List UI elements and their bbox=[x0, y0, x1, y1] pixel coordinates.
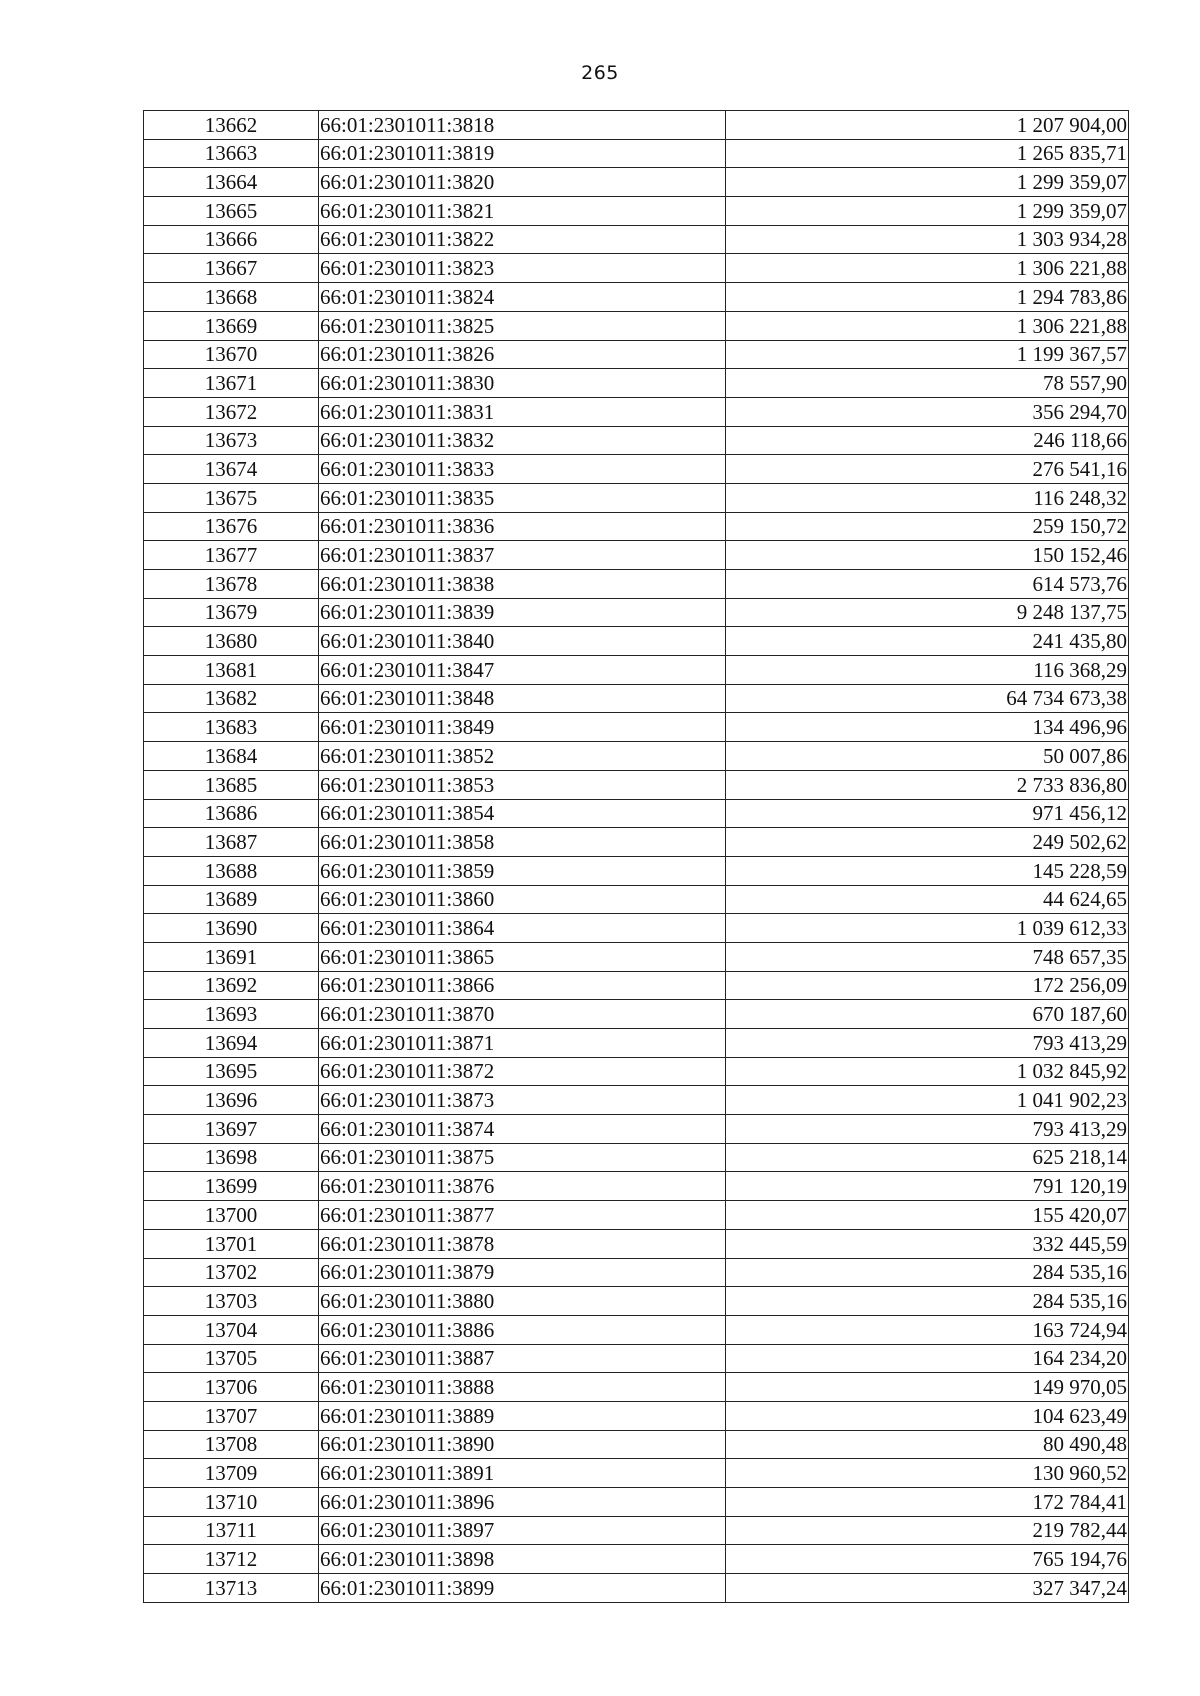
row-number-cell: 13669 bbox=[144, 311, 319, 340]
cadastral-number-cell: 66:01:2301011:3833 bbox=[319, 455, 726, 484]
cadastral-number-cell: 66:01:2301011:3860 bbox=[319, 885, 726, 914]
cadastral-number-cell: 66:01:2301011:3826 bbox=[319, 340, 726, 369]
cadastral-number-cell: 66:01:2301011:3877 bbox=[319, 1201, 726, 1230]
row-number-cell: 13701 bbox=[144, 1229, 319, 1258]
cadastral-number-cell: 66:01:2301011:3835 bbox=[319, 483, 726, 512]
cadastral-number-cell: 66:01:2301011:3876 bbox=[319, 1172, 726, 1201]
cadastral-value-cell: 1 306 221,88 bbox=[726, 311, 1129, 340]
cadastral-value-cell: 1 032 845,92 bbox=[726, 1057, 1129, 1086]
row-number-cell: 13686 bbox=[144, 799, 319, 828]
row-number-cell: 13707 bbox=[144, 1401, 319, 1430]
cadastral-value-cell: 276 541,16 bbox=[726, 455, 1129, 484]
cadastral-number-cell: 66:01:2301011:3873 bbox=[319, 1086, 726, 1115]
table-row bbox=[144, 1488, 1129, 1517]
cadastral-value-cell: 1 199 367,57 bbox=[726, 340, 1129, 369]
cadastral-value-cell: 284 535,16 bbox=[726, 1258, 1129, 1287]
cadastral-value-cell: 791 120,19 bbox=[726, 1172, 1129, 1201]
cadastral-number-cell: 66:01:2301011:3831 bbox=[319, 397, 726, 426]
table-row bbox=[144, 1115, 1129, 1144]
row-number-cell: 13681 bbox=[144, 656, 319, 685]
cadastral-number-cell: 66:01:2301011:3896 bbox=[319, 1488, 726, 1517]
table-row bbox=[144, 598, 1129, 627]
cadastral-value-cell: 765 194,76 bbox=[726, 1545, 1129, 1574]
cadastral-value-cell: 327 347,24 bbox=[726, 1574, 1129, 1603]
row-number-cell: 13671 bbox=[144, 369, 319, 398]
row-number-cell: 13668 bbox=[144, 283, 319, 312]
cadastral-number-cell: 66:01:2301011:3839 bbox=[319, 598, 726, 627]
cadastral-value-cell: 9 248 137,75 bbox=[726, 598, 1129, 627]
cadastral-value-cell: 1 294 783,86 bbox=[726, 283, 1129, 312]
cadastral-number-cell: 66:01:2301011:3854 bbox=[319, 799, 726, 828]
table-row bbox=[144, 311, 1129, 340]
cadastral-number-cell: 66:01:2301011:3866 bbox=[319, 971, 726, 1000]
table-row bbox=[144, 799, 1129, 828]
table-row bbox=[144, 656, 1129, 685]
cadastral-value-table bbox=[143, 110, 1129, 1603]
row-number-cell: 13665 bbox=[144, 197, 319, 226]
row-number-cell: 13711 bbox=[144, 1516, 319, 1545]
table-row bbox=[144, 283, 1129, 312]
row-number-cell: 13674 bbox=[144, 455, 319, 484]
cadastral-value-cell: 614 573,76 bbox=[726, 570, 1129, 599]
cadastral-number-cell: 66:01:2301011:3823 bbox=[319, 254, 726, 283]
cadastral-value-cell: 172 784,41 bbox=[726, 1488, 1129, 1517]
table-row bbox=[144, 1000, 1129, 1029]
cadastral-number-cell: 66:01:2301011:3819 bbox=[319, 139, 726, 168]
row-number-cell: 13684 bbox=[144, 742, 319, 771]
table-row bbox=[144, 541, 1129, 570]
cadastral-value-cell: 130 960,52 bbox=[726, 1459, 1129, 1488]
cadastral-value-cell: 1 303 934,28 bbox=[726, 225, 1129, 254]
cadastral-number-cell: 66:01:2301011:3825 bbox=[319, 311, 726, 340]
row-number-cell: 13697 bbox=[144, 1115, 319, 1144]
cadastral-value-cell: 259 150,72 bbox=[726, 512, 1129, 541]
cadastral-number-cell: 66:01:2301011:3840 bbox=[319, 627, 726, 656]
row-number-cell: 13687 bbox=[144, 828, 319, 857]
row-number-cell: 13698 bbox=[144, 1143, 319, 1172]
cadastral-number-cell: 66:01:2301011:3865 bbox=[319, 942, 726, 971]
row-number-cell: 13675 bbox=[144, 483, 319, 512]
cadastral-number-cell: 66:01:2301011:3824 bbox=[319, 283, 726, 312]
cadastral-number-cell: 66:01:2301011:3899 bbox=[319, 1574, 726, 1603]
cadastral-value-cell: 150 152,46 bbox=[726, 541, 1129, 570]
cadastral-value-cell: 219 782,44 bbox=[726, 1516, 1129, 1545]
row-number-cell: 13677 bbox=[144, 541, 319, 570]
cadastral-number-cell: 66:01:2301011:3838 bbox=[319, 570, 726, 599]
cadastral-number-cell: 66:01:2301011:3898 bbox=[319, 1545, 726, 1574]
cadastral-value-cell: 145 228,59 bbox=[726, 856, 1129, 885]
cadastral-value-cell: 44 624,65 bbox=[726, 885, 1129, 914]
row-number-cell: 13664 bbox=[144, 168, 319, 197]
cadastral-number-cell: 66:01:2301011:3859 bbox=[319, 856, 726, 885]
cadastral-number-cell: 66:01:2301011:3887 bbox=[319, 1344, 726, 1373]
cadastral-number-cell: 66:01:2301011:3888 bbox=[319, 1373, 726, 1402]
row-number-cell: 13667 bbox=[144, 254, 319, 283]
row-number-cell: 13699 bbox=[144, 1172, 319, 1201]
row-number-cell: 13703 bbox=[144, 1287, 319, 1316]
cadastral-number-cell: 66:01:2301011:3878 bbox=[319, 1229, 726, 1258]
table-row bbox=[144, 1143, 1129, 1172]
cadastral-value-cell: 249 502,62 bbox=[726, 828, 1129, 857]
row-number-cell: 13666 bbox=[144, 225, 319, 254]
table-row bbox=[144, 397, 1129, 426]
cadastral-value-cell: 1 265 835,71 bbox=[726, 139, 1129, 168]
cadastral-value-cell: 78 557,90 bbox=[726, 369, 1129, 398]
cadastral-number-cell: 66:01:2301011:3891 bbox=[319, 1459, 726, 1488]
table-row bbox=[144, 455, 1129, 484]
cadastral-number-cell: 66:01:2301011:3872 bbox=[319, 1057, 726, 1086]
table-row bbox=[144, 1287, 1129, 1316]
cadastral-value-cell: 116 368,29 bbox=[726, 656, 1129, 685]
table-row bbox=[144, 1459, 1129, 1488]
cadastral-value-cell: 793 413,29 bbox=[726, 1029, 1129, 1058]
row-number-cell: 13710 bbox=[144, 1488, 319, 1517]
cadastral-value-cell: 116 248,32 bbox=[726, 483, 1129, 512]
cadastral-value-cell: 971 456,12 bbox=[726, 799, 1129, 828]
cadastral-value-cell: 80 490,48 bbox=[726, 1430, 1129, 1459]
row-number-cell: 13696 bbox=[144, 1086, 319, 1115]
row-number-cell: 13682 bbox=[144, 684, 319, 713]
cadastral-number-cell: 66:01:2301011:3858 bbox=[319, 828, 726, 857]
cadastral-number-cell: 66:01:2301011:3897 bbox=[319, 1516, 726, 1545]
cadastral-value-cell: 1 041 902,23 bbox=[726, 1086, 1129, 1115]
cadastral-number-cell: 66:01:2301011:3818 bbox=[319, 111, 726, 140]
table-row bbox=[144, 483, 1129, 512]
cadastral-value-cell: 1 299 359,07 bbox=[726, 197, 1129, 226]
row-number-cell: 13689 bbox=[144, 885, 319, 914]
table-row bbox=[144, 1574, 1129, 1603]
cadastral-number-cell: 66:01:2301011:3889 bbox=[319, 1401, 726, 1430]
cadastral-value-cell: 748 657,35 bbox=[726, 942, 1129, 971]
cadastral-value-cell: 172 256,09 bbox=[726, 971, 1129, 1000]
table-row bbox=[144, 856, 1129, 885]
table-row bbox=[144, 570, 1129, 599]
table-row bbox=[144, 1315, 1129, 1344]
row-number-cell: 13692 bbox=[144, 971, 319, 1000]
table-row bbox=[144, 1430, 1129, 1459]
table-row bbox=[144, 254, 1129, 283]
cadastral-value-cell: 241 435,80 bbox=[726, 627, 1129, 656]
cadastral-value-cell: 149 970,05 bbox=[726, 1373, 1129, 1402]
cadastral-value-cell: 64 734 673,38 bbox=[726, 684, 1129, 713]
table-row bbox=[144, 770, 1129, 799]
cadastral-number-cell: 66:01:2301011:3874 bbox=[319, 1115, 726, 1144]
table-row bbox=[144, 1373, 1129, 1402]
row-number-cell: 13708 bbox=[144, 1430, 319, 1459]
table-row bbox=[144, 111, 1129, 140]
cadastral-value-cell: 1 039 612,33 bbox=[726, 914, 1129, 943]
cadastral-number-cell: 66:01:2301011:3820 bbox=[319, 168, 726, 197]
table-row bbox=[144, 1029, 1129, 1058]
table-row bbox=[144, 713, 1129, 742]
row-number-cell: 13676 bbox=[144, 512, 319, 541]
cadastral-value-cell: 670 187,60 bbox=[726, 1000, 1129, 1029]
cadastral-number-cell: 66:01:2301011:3830 bbox=[319, 369, 726, 398]
table-row bbox=[144, 627, 1129, 656]
table-row bbox=[144, 828, 1129, 857]
table-row bbox=[144, 742, 1129, 771]
cadastral-number-cell: 66:01:2301011:3886 bbox=[319, 1315, 726, 1344]
row-number-cell: 13712 bbox=[144, 1545, 319, 1574]
table-row bbox=[144, 1086, 1129, 1115]
row-number-cell: 13709 bbox=[144, 1459, 319, 1488]
cadastral-value-cell: 134 496,96 bbox=[726, 713, 1129, 742]
cadastral-number-cell: 66:01:2301011:3853 bbox=[319, 770, 726, 799]
table-row bbox=[144, 1057, 1129, 1086]
cadastral-value-cell: 332 445,59 bbox=[726, 1229, 1129, 1258]
row-number-cell: 13680 bbox=[144, 627, 319, 656]
table-row bbox=[144, 684, 1129, 713]
cadastral-number-cell: 66:01:2301011:3875 bbox=[319, 1143, 726, 1172]
cadastral-number-cell: 66:01:2301011:3880 bbox=[319, 1287, 726, 1316]
cadastral-value-cell: 2 733 836,80 bbox=[726, 770, 1129, 799]
cadastral-number-cell: 66:01:2301011:3890 bbox=[319, 1430, 726, 1459]
table-row bbox=[144, 168, 1129, 197]
cadastral-number-cell: 66:01:2301011:3821 bbox=[319, 197, 726, 226]
row-number-cell: 13679 bbox=[144, 598, 319, 627]
table-row bbox=[144, 1401, 1129, 1430]
cadastral-value-cell: 104 623,49 bbox=[726, 1401, 1129, 1430]
row-number-cell: 13662 bbox=[144, 111, 319, 140]
table-row bbox=[144, 1258, 1129, 1287]
table-row bbox=[144, 1344, 1129, 1373]
cadastral-value-cell: 163 724,94 bbox=[726, 1315, 1129, 1344]
row-number-cell: 13690 bbox=[144, 914, 319, 943]
row-number-cell: 13706 bbox=[144, 1373, 319, 1402]
row-number-cell: 13704 bbox=[144, 1315, 319, 1344]
table-row bbox=[144, 225, 1129, 254]
table-row bbox=[144, 426, 1129, 455]
cadastral-value-cell: 625 218,14 bbox=[726, 1143, 1129, 1172]
cadastral-number-cell: 66:01:2301011:3847 bbox=[319, 656, 726, 685]
cadastral-value-cell: 793 413,29 bbox=[726, 1115, 1129, 1144]
table-row bbox=[144, 139, 1129, 168]
cadastral-value-cell: 1 207 904,00 bbox=[726, 111, 1129, 140]
cadastral-number-cell: 66:01:2301011:3822 bbox=[319, 225, 726, 254]
cadastral-number-cell: 66:01:2301011:3836 bbox=[319, 512, 726, 541]
row-number-cell: 13700 bbox=[144, 1201, 319, 1230]
table-row bbox=[144, 1229, 1129, 1258]
cadastral-number-cell: 66:01:2301011:3870 bbox=[319, 1000, 726, 1029]
row-number-cell: 13688 bbox=[144, 856, 319, 885]
table-row bbox=[144, 942, 1129, 971]
cadastral-value-cell: 356 294,70 bbox=[726, 397, 1129, 426]
cadastral-number-cell: 66:01:2301011:3852 bbox=[319, 742, 726, 771]
row-number-cell: 13694 bbox=[144, 1029, 319, 1058]
table-row bbox=[144, 914, 1129, 943]
table-row bbox=[144, 369, 1129, 398]
row-number-cell: 13693 bbox=[144, 1000, 319, 1029]
table-row bbox=[144, 340, 1129, 369]
row-number-cell: 13670 bbox=[144, 340, 319, 369]
row-number-cell: 13672 bbox=[144, 397, 319, 426]
cadastral-number-cell: 66:01:2301011:3848 bbox=[319, 684, 726, 713]
table-row bbox=[144, 512, 1129, 541]
cadastral-value-cell: 164 234,20 bbox=[726, 1344, 1129, 1373]
cadastral-value-cell: 284 535,16 bbox=[726, 1287, 1129, 1316]
table-row bbox=[144, 885, 1129, 914]
row-number-cell: 13673 bbox=[144, 426, 319, 455]
row-number-cell: 13685 bbox=[144, 770, 319, 799]
table-row bbox=[144, 971, 1129, 1000]
cadastral-value-cell: 1 299 359,07 bbox=[726, 168, 1129, 197]
table-row bbox=[144, 1201, 1129, 1230]
cadastral-value-cell: 246 118,66 bbox=[726, 426, 1129, 455]
cadastral-number-cell: 66:01:2301011:3849 bbox=[319, 713, 726, 742]
cadastral-number-cell: 66:01:2301011:3832 bbox=[319, 426, 726, 455]
row-number-cell: 13695 bbox=[144, 1057, 319, 1086]
row-number-cell: 13678 bbox=[144, 570, 319, 599]
table-row bbox=[144, 1545, 1129, 1574]
table-row bbox=[144, 1516, 1129, 1545]
table-body bbox=[144, 111, 1129, 1603]
row-number-cell: 13705 bbox=[144, 1344, 319, 1373]
cadastral-value-cell: 155 420,07 bbox=[726, 1201, 1129, 1230]
page-number: 265 bbox=[581, 62, 619, 84]
cadastral-value-cell: 50 007,86 bbox=[726, 742, 1129, 771]
row-number-cell: 13713 bbox=[144, 1574, 319, 1603]
cadastral-number-cell: 66:01:2301011:3871 bbox=[319, 1029, 726, 1058]
cadastral-number-cell: 66:01:2301011:3837 bbox=[319, 541, 726, 570]
row-number-cell: 13663 bbox=[144, 139, 319, 168]
cadastral-value-cell: 1 306 221,88 bbox=[726, 254, 1129, 283]
cadastral-number-cell: 66:01:2301011:3879 bbox=[319, 1258, 726, 1287]
row-number-cell: 13691 bbox=[144, 942, 319, 971]
row-number-cell: 13702 bbox=[144, 1258, 319, 1287]
table-row bbox=[144, 197, 1129, 226]
row-number-cell: 13683 bbox=[144, 713, 319, 742]
table-row bbox=[144, 1172, 1129, 1201]
cadastral-number-cell: 66:01:2301011:3864 bbox=[319, 914, 726, 943]
